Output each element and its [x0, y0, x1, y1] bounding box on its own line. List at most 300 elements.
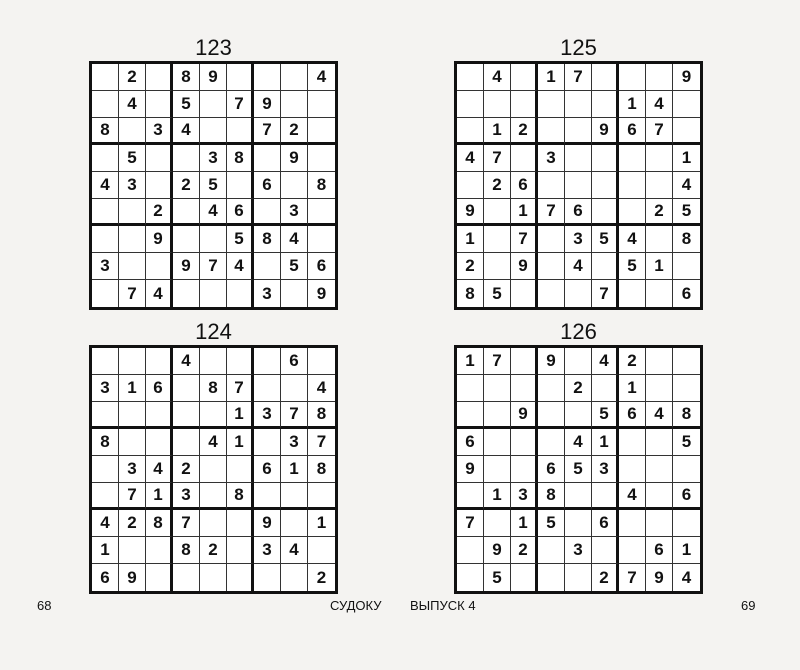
sudoku-cell: 1 [619, 375, 646, 402]
sudoku-cell: 7 [619, 564, 646, 591]
sudoku-cell: 4 [592, 348, 619, 375]
sudoku-cell [511, 91, 538, 118]
sudoku-cell [92, 64, 119, 91]
sudoku-cell: 3 [146, 118, 173, 145]
sudoku-cell [511, 348, 538, 375]
sudoku-cell: 8 [538, 483, 565, 510]
puzzle-number: 124 [195, 319, 232, 344]
issue-label: ВЫПУСК 4 [410, 598, 476, 613]
sudoku-cell: 9 [484, 537, 511, 564]
sudoku-cell: 5 [119, 145, 146, 172]
sudoku-cell [200, 226, 227, 253]
sudoku-cell [281, 172, 308, 199]
sudoku-cell [119, 253, 146, 280]
sudoku-cell [457, 483, 484, 510]
sudoku-cell: 1 [511, 199, 538, 226]
sudoku-cell [619, 64, 646, 91]
sudoku-cell: 4 [308, 64, 335, 91]
sudoku-cell [619, 456, 646, 483]
sudoku-cell: 4 [173, 348, 200, 375]
sudoku-cell [200, 280, 227, 307]
sudoku-cell: 1 [227, 429, 254, 456]
sudoku-cell: 4 [173, 118, 200, 145]
puzzle-number: 123 [195, 35, 232, 60]
sudoku-cell [565, 91, 592, 118]
sudoku-cell [538, 253, 565, 280]
sudoku-cell: 7 [511, 226, 538, 253]
sudoku-cell [308, 226, 335, 253]
sudoku-cell [565, 483, 592, 510]
sudoku-cell [484, 456, 511, 483]
sudoku-cell: 4 [619, 483, 646, 510]
sudoku-cell: 3 [92, 253, 119, 280]
sudoku-cell [646, 375, 673, 402]
sudoku-cell: 6 [511, 172, 538, 199]
sudoku-cell: 9 [538, 348, 565, 375]
puzzle-number: 125 [560, 35, 597, 60]
page-number-right: 69 [741, 598, 756, 613]
sudoku-cell: 5 [484, 280, 511, 307]
sudoku-cell [619, 199, 646, 226]
sudoku-cell [119, 348, 146, 375]
sudoku-cell [511, 456, 538, 483]
sudoku-cell [92, 199, 119, 226]
sudoku-cell [227, 510, 254, 537]
sudoku-cell [673, 456, 700, 483]
sudoku-cell: 3 [592, 456, 619, 483]
sudoku-cell [646, 280, 673, 307]
sudoku-cell [511, 280, 538, 307]
sudoku-cell [200, 564, 227, 591]
sudoku-cell: 8 [673, 226, 700, 253]
sudoku-cell: 7 [592, 280, 619, 307]
sudoku-cell [538, 429, 565, 456]
sudoku-cell [619, 145, 646, 172]
sudoku-cell [173, 375, 200, 402]
sudoku-cell: 1 [511, 510, 538, 537]
sudoku-cell [308, 118, 335, 145]
sudoku-cell [254, 145, 281, 172]
section-title: СУДОКУ [330, 598, 382, 613]
sudoku-cell: 9 [316, 283, 327, 303]
sudoku-cell [92, 456, 119, 483]
sudoku-cell [254, 429, 281, 456]
sudoku-grid [454, 61, 703, 310]
sudoku-cell [119, 226, 146, 253]
sudoku-cell [281, 280, 308, 307]
sudoku-cell [281, 64, 308, 91]
sudoku-cell [538, 118, 565, 145]
sudoku-cell: 2 [281, 118, 308, 145]
sudoku-cell [619, 537, 646, 564]
sudoku-cell: 5 [673, 199, 700, 226]
sudoku-cell [457, 375, 484, 402]
sudoku-cell [457, 537, 484, 564]
sudoku-cell [484, 91, 511, 118]
sudoku-cell: 1 [484, 118, 511, 145]
sudoku-cell: 2 [565, 375, 592, 402]
sudoku-cell: 7 [565, 64, 592, 91]
sudoku-cell: 5 [227, 226, 254, 253]
sudoku-cell [484, 226, 511, 253]
sudoku-cell [673, 375, 700, 402]
sudoku-cell [92, 280, 119, 307]
sudoku-cell [227, 456, 254, 483]
sudoku-cell [227, 348, 254, 375]
sudoku-cell: 4 [565, 253, 592, 280]
sudoku-cell [457, 64, 484, 91]
sudoku-cell [227, 64, 254, 91]
sudoku-cell [227, 280, 254, 307]
puzzle-number: 126 [560, 319, 597, 344]
sudoku-cell: 8 [673, 402, 700, 429]
sudoku-cell [646, 456, 673, 483]
sudoku-cell [281, 375, 308, 402]
sudoku-cell [119, 537, 146, 564]
sudoku-cell: 4 [92, 172, 119, 199]
sudoku-cell: 8 [457, 280, 484, 307]
sudoku-cell [200, 402, 227, 429]
sudoku-cell [227, 564, 254, 591]
sudoku-cell [592, 375, 619, 402]
sudoku-cell: 1 [646, 253, 673, 280]
sudoku-cell [308, 199, 335, 226]
sudoku-cell [457, 402, 484, 429]
sudoku-cell [173, 429, 200, 456]
sudoku-cell: 5 [592, 402, 619, 429]
sudoku-cell: 1 [457, 348, 484, 375]
sudoku-cell: 9 [511, 402, 538, 429]
sudoku-cell [484, 510, 511, 537]
sudoku-cell [484, 429, 511, 456]
sudoku-cell [457, 91, 484, 118]
sudoku-cell: 4 [646, 91, 673, 118]
sudoku-cell [308, 348, 335, 375]
sudoku-cell: 6 [92, 564, 119, 591]
sudoku-cell [565, 172, 592, 199]
sudoku-cell [511, 564, 538, 591]
sudoku-cell: 1 [308, 510, 335, 537]
sudoku-cell [484, 253, 511, 280]
sudoku-cell [200, 510, 227, 537]
sudoku-cell [646, 172, 673, 199]
sudoku-cell: 7 [254, 118, 281, 145]
sudoku-cell: 4 [227, 253, 254, 280]
sudoku-cell [646, 510, 673, 537]
sudoku-cell [308, 537, 335, 564]
sudoku-cell [146, 537, 173, 564]
sudoku-cell: 7 [308, 429, 335, 456]
sudoku-cell: 5 [200, 172, 227, 199]
sudoku-cell [254, 348, 281, 375]
sudoku-cell: 9 [173, 253, 200, 280]
sudoku-cell [484, 402, 511, 429]
sudoku-cell: 1 [92, 537, 119, 564]
sudoku-cell [146, 64, 173, 91]
sudoku-cell [565, 118, 592, 145]
sudoku-cell: 7 [173, 510, 200, 537]
sudoku-cell [592, 64, 619, 91]
sudoku-cell: 9 [281, 145, 308, 172]
sudoku-cell [565, 402, 592, 429]
sudoku-cell [308, 145, 335, 172]
sudoku-cell [92, 226, 119, 253]
sudoku-cell: 6 [673, 483, 700, 510]
sudoku-cell: 3 [92, 375, 119, 402]
sudoku-cell [281, 91, 308, 118]
sudoku-cell [619, 429, 646, 456]
sudoku-cell [200, 118, 227, 145]
sudoku-cell [281, 483, 308, 510]
sudoku-cell: 1 [673, 145, 700, 172]
sudoku-cell: 1 [457, 226, 484, 253]
sudoku-cell: 5 [619, 253, 646, 280]
page-number-left: 68 [37, 598, 52, 613]
sudoku-cell: 8 [254, 226, 281, 253]
sudoku-cell [592, 537, 619, 564]
sudoku-cell: 4 [457, 145, 484, 172]
sudoku-grid [89, 61, 338, 310]
sudoku-cell: 6 [646, 537, 673, 564]
sudoku-cell [92, 348, 119, 375]
sudoku-cell: 8 [173, 64, 200, 91]
sudoku-cell: 4 [281, 226, 308, 253]
sudoku-cell: 5 [673, 429, 700, 456]
sudoku-cell: 7 [119, 280, 146, 307]
sudoku-cell [538, 402, 565, 429]
sudoku-cell: 6 [619, 402, 646, 429]
sudoku-cell: 4 [565, 429, 592, 456]
sudoku-cell [200, 456, 227, 483]
sudoku-cell [619, 280, 646, 307]
sudoku-cell: 9 [646, 564, 673, 591]
sudoku-cell: 1 [146, 483, 173, 510]
sudoku-cell [281, 510, 308, 537]
sudoku-cell: 2 [316, 567, 327, 587]
sudoku-cell: 8 [200, 375, 227, 402]
sudoku-cell: 8 [308, 402, 335, 429]
sudoku-cell: 2 [173, 456, 200, 483]
sudoku-cell [146, 564, 173, 591]
sudoku-cell: 5 [592, 226, 619, 253]
sudoku-cell: 7 [646, 118, 673, 145]
sudoku-cell: 7 [227, 91, 254, 118]
sudoku-cell: 2 [484, 172, 511, 199]
sudoku-cell [146, 348, 173, 375]
sudoku-cell [592, 145, 619, 172]
sudoku-cell [538, 280, 565, 307]
sudoku-cell: 8 [173, 537, 200, 564]
sudoku-cell: 3 [200, 145, 227, 172]
sudoku-grid [89, 345, 338, 594]
sudoku-cell: 7 [538, 199, 565, 226]
sudoku-cell: 3 [281, 429, 308, 456]
sudoku-cell [119, 402, 146, 429]
sudoku-cell [146, 145, 173, 172]
sudoku-cell [592, 253, 619, 280]
sudoku-cell [227, 537, 254, 564]
sudoku-cell: 4 [673, 172, 700, 199]
sudoku-cell: 9 [254, 510, 281, 537]
sudoku-cell [646, 429, 673, 456]
sudoku-cell: 4 [681, 567, 692, 587]
sudoku-cell: 1 [484, 483, 511, 510]
sudoku-cell: 4 [281, 537, 308, 564]
sudoku-cell [200, 91, 227, 118]
sudoku-cell: 3 [565, 537, 592, 564]
sudoku-cell: 6 [254, 172, 281, 199]
sudoku-cell: 4 [146, 280, 173, 307]
sudoku-cell: 7 [119, 483, 146, 510]
sudoku-cell: 4 [146, 456, 173, 483]
sudoku-cell: 6 [619, 118, 646, 145]
sudoku-cell [565, 564, 592, 591]
sudoku-cell [673, 510, 700, 537]
sudoku-cell: 9 [200, 64, 227, 91]
sudoku-cell: 6 [592, 510, 619, 537]
sudoku-cell: 6 [281, 348, 308, 375]
sudoku-cell [92, 402, 119, 429]
sudoku-cell: 6 [565, 199, 592, 226]
sudoku-cell: 3 [254, 280, 281, 307]
sudoku-cell [511, 64, 538, 91]
sudoku-cell: 7 [484, 348, 511, 375]
sudoku-cell [511, 375, 538, 402]
sudoku-cell [146, 429, 173, 456]
sudoku-cell [565, 510, 592, 537]
sudoku-cell [619, 510, 646, 537]
sudoku-cell: 2 [511, 537, 538, 564]
sudoku-cell [457, 564, 484, 591]
sudoku-cell: 8 [92, 429, 119, 456]
sudoku-cell: 8 [308, 172, 335, 199]
sudoku-cell: 4 [308, 375, 335, 402]
sudoku-cell [646, 64, 673, 91]
sudoku-cell [92, 145, 119, 172]
sudoku-cell [673, 118, 700, 145]
sudoku-cell [592, 91, 619, 118]
sudoku-cell: 2 [646, 199, 673, 226]
sudoku-cell [673, 348, 700, 375]
sudoku-cell [538, 564, 565, 591]
sudoku-cell: 2 [511, 118, 538, 145]
sudoku-cell [200, 348, 227, 375]
sudoku-cell: 4 [484, 64, 511, 91]
sudoku-cell: 3 [565, 226, 592, 253]
sudoku-cell [281, 564, 308, 591]
sudoku-cell: 5 [484, 564, 511, 591]
sudoku-cell: 9 [511, 253, 538, 280]
sudoku-cell: 7 [200, 253, 227, 280]
sudoku-cell [254, 564, 281, 591]
sudoku-cell: 1 [227, 402, 254, 429]
sudoku-cell [173, 226, 200, 253]
sudoku-cell: 1 [619, 91, 646, 118]
sudoku-cell [592, 172, 619, 199]
sudoku-cell: 2 [200, 537, 227, 564]
sudoku-cell [254, 253, 281, 280]
sudoku-cell [592, 483, 619, 510]
sudoku-cell: 1 [592, 429, 619, 456]
sudoku-cell: 7 [484, 145, 511, 172]
sudoku-cell: 3 [119, 172, 146, 199]
sudoku-cell: 9 [146, 226, 173, 253]
sudoku-cell: 5 [538, 510, 565, 537]
sudoku-cell: 3 [254, 537, 281, 564]
sudoku-cell: 4 [646, 402, 673, 429]
sudoku-cell [646, 145, 673, 172]
sudoku-cell [619, 172, 646, 199]
sudoku-cell [538, 172, 565, 199]
sudoku-cell [673, 253, 700, 280]
sudoku-cell [484, 375, 511, 402]
sudoku-cell: 3 [511, 483, 538, 510]
sudoku-cell [565, 145, 592, 172]
sudoku-cell [457, 118, 484, 145]
sudoku-cell [538, 537, 565, 564]
sudoku-cell: 4 [619, 226, 646, 253]
sudoku-cell: 2 [119, 64, 146, 91]
sudoku-cell: 1 [119, 375, 146, 402]
sudoku-cell [308, 483, 335, 510]
sudoku-cell [200, 483, 227, 510]
sudoku-cell: 1 [673, 537, 700, 564]
sudoku-cell [538, 91, 565, 118]
sudoku-cell: 9 [457, 199, 484, 226]
sudoku-cell [646, 226, 673, 253]
sudoku-cell: 2 [146, 199, 173, 226]
sudoku-cell: 7 [457, 510, 484, 537]
sudoku-cell [119, 118, 146, 145]
sudoku-cell [254, 199, 281, 226]
sudoku-cell: 3 [173, 483, 200, 510]
sudoku-cell: 4 [200, 199, 227, 226]
sudoku-cell [673, 91, 700, 118]
sudoku-cell: 7 [227, 375, 254, 402]
sudoku-cell [227, 172, 254, 199]
sudoku-cell [565, 348, 592, 375]
sudoku-cell: 2 [119, 510, 146, 537]
sudoku-cell [173, 402, 200, 429]
sudoku-cell: 7 [281, 402, 308, 429]
sudoku-cell [173, 280, 200, 307]
sudoku-cell [119, 429, 146, 456]
sudoku-cell: 2 [619, 348, 646, 375]
sudoku-cell: 8 [308, 456, 335, 483]
sudoku-cell [146, 253, 173, 280]
sudoku-cell: 8 [227, 483, 254, 510]
sudoku-cell: 2 [592, 564, 619, 591]
sudoku-cell [646, 483, 673, 510]
sudoku-cell: 3 [281, 199, 308, 226]
sudoku-cell [173, 145, 200, 172]
sudoku-cell: 8 [92, 118, 119, 145]
sudoku-cell: 8 [146, 510, 173, 537]
sudoku-cell: 4 [92, 510, 119, 537]
sudoku-cell [146, 402, 173, 429]
sudoku-grid [454, 345, 703, 594]
sudoku-cell [254, 483, 281, 510]
sudoku-cell [457, 172, 484, 199]
sudoku-cell [146, 91, 173, 118]
sudoku-cell [227, 118, 254, 145]
sudoku-cell [119, 199, 146, 226]
sudoku-cell: 3 [119, 456, 146, 483]
sudoku-cell [173, 564, 200, 591]
sudoku-cell: 1 [538, 64, 565, 91]
sudoku-cell [308, 91, 335, 118]
sudoku-cell: 6 [457, 429, 484, 456]
